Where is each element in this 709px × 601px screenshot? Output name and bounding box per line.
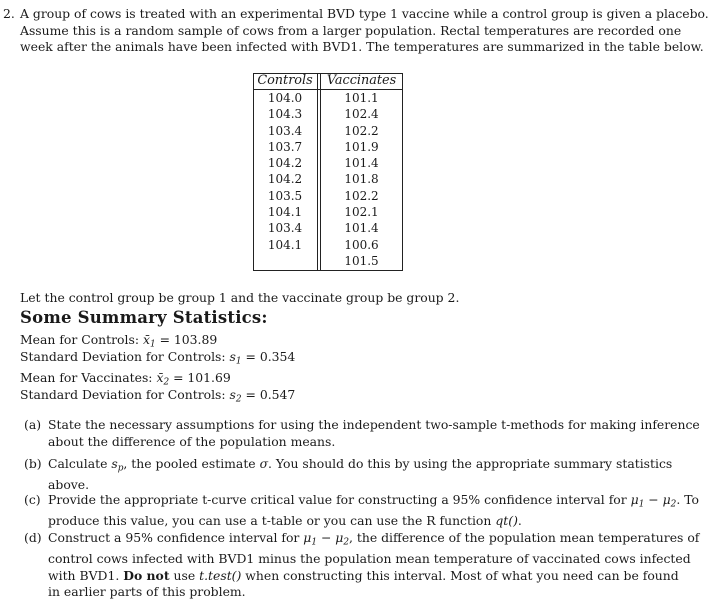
mean-vaccinates-label: Mean for Vaccinates: — [20, 370, 157, 385]
part-d-text — [48, 530, 699, 601]
part-b-text-b: , the pooled estimate — [123, 456, 260, 471]
mu-diff-symbol: $\mu_1 - \mu_2$ — [630, 492, 677, 510]
vaccinates-cell: 102.4 — [344, 107, 379, 122]
part-d-text-e: when constructing this interval. Most of what you need can be found — [241, 567, 679, 583]
intro-line-1: A group of cows is treated with an experimental BVD type 1 vaccine while a control group is given a placebo. — [20, 6, 709, 21]
part-d-text-a: Construct a 95% confidence interval for — [48, 530, 304, 545]
mean-vaccinates-value: = 101.69 — [173, 370, 231, 385]
part-a-text — [48, 417, 700, 450]
xbar2-symbol: $x̄_2$ — [156, 370, 170, 388]
vaccinates-cell: 102.1 — [344, 205, 379, 220]
part-c-label: (c) — [24, 492, 41, 507]
part-c-text-a: Provide the appropriate t-curve critical value for constructing a 95% confidence interval for — [48, 492, 631, 507]
part-d-line-4: in earlier parts of this problem. — [48, 584, 246, 600]
s2-symbol: $s_2$ — [229, 387, 242, 405]
part-d-text-b: , the difference of the population mean temperatures of — [349, 530, 700, 545]
vaccinates-header: Vaccinates — [326, 73, 397, 88]
controls-cell: 103.7 — [267, 139, 303, 154]
part-c-text-c: produce this value, you can use a t-table or you can use the R function — [48, 513, 496, 529]
part-c-text-d: . — [517, 513, 522, 529]
vaccinates-cell: 101.5 — [344, 253, 379, 268]
part-b-label: (b) — [24, 456, 42, 471]
controls-cell: 103.4 — [267, 221, 303, 236]
part-d-label: (d) — [24, 530, 42, 545]
part-c-text — [48, 492, 699, 530]
ttest-function: t.test() — [199, 567, 242, 583]
sigma-symbol: σ — [259, 456, 269, 471]
controls-header: Controls — [257, 73, 313, 88]
part-b-text-c: . You should do this by using the appropriate summary statistics — [268, 456, 673, 471]
controls-cell: 103.5 — [267, 188, 303, 203]
summary-heading: Some Summary Statistics: — [20, 308, 268, 327]
controls-cell: 104.3 — [267, 107, 303, 122]
part-b-text-a: Calculate — [48, 456, 112, 471]
part-b-text — [48, 456, 672, 494]
sd-vaccinates — [20, 387, 295, 404]
vaccinates-cell: 101.8 — [344, 172, 379, 187]
controls-cell: 104.0 — [267, 91, 303, 105]
part-b-line-2: above. — [48, 477, 90, 493]
sd-controls-value: = 0.354 — [245, 349, 296, 364]
xbar1-symbol: $x̄_1$ — [142, 332, 156, 350]
part-c-text-b: . To — [676, 492, 699, 507]
controls-cell: 104.1 — [267, 237, 303, 252]
do-not-emphasis: Do not — [123, 567, 170, 583]
mean-vaccinates — [20, 370, 231, 387]
mean-controls-value: = 103.89 — [159, 332, 218, 347]
sd-controls-label: Standard Deviation for Controls: — [20, 349, 230, 364]
s1-symbol: $s_1$ — [229, 349, 242, 367]
vaccinates-cell: 101.4 — [344, 221, 379, 236]
part-a-line-2: about the difference of the population means. — [48, 433, 336, 449]
controls-cell: 104.1 — [267, 205, 303, 220]
vaccinates-cell: 101.4 — [344, 156, 379, 171]
vaccinates-cell: 102.2 — [344, 123, 379, 138]
sd-vaccinates-label: Standard Deviation for Controls: — [20, 387, 230, 402]
controls-cell: 103.4 — [267, 123, 303, 138]
mean-controls-label: Mean for Controls: — [20, 332, 143, 347]
part-d-line-2: control cows infected with BVD1 minus the population mean temperature of vaccinated cows infected — [48, 551, 691, 567]
mean-controls — [20, 332, 217, 349]
controls-cell: 104.2 — [267, 172, 303, 187]
mu-diff-symbol: $\mu_1 - \mu_2$ — [303, 530, 350, 548]
group-note: Let the control group be group 1 and the vaccinate group be group 2. — [20, 290, 460, 305]
controls-cell: 104.2 — [267, 156, 303, 171]
qt-function: qt() — [495, 513, 518, 529]
sd-vaccinates-value: = 0.547 — [245, 387, 296, 402]
intro-line-3: week after the animals have been infected with BVD1. The temperatures are summarized in the table below. — [20, 39, 704, 55]
sd-controls — [20, 349, 295, 366]
part-d-text-c: with BVD1. — [48, 567, 124, 583]
intro-line-2: Assume this is a random sample of cows from a larger population. Rectal temperatures are recorded one — [20, 22, 682, 38]
part-a-line-1: State the necessary assumptions for using the independent two-sample t-methods for making inference — [48, 417, 700, 432]
temperature-table — [253, 73, 403, 271]
vaccinates-cell: 101.9 — [344, 139, 379, 154]
sp-symbol: $s_p$ — [111, 456, 124, 474]
vaccinates-cell: 102.2 — [344, 188, 379, 203]
part-d-text-d: use — [169, 567, 200, 583]
part-a-label: (a) — [24, 417, 42, 432]
problem-intro — [20, 6, 709, 56]
vaccinates-cell: 100.6 — [344, 237, 379, 252]
problem-number: 2. — [3, 6, 15, 21]
vaccinates-cell: 101.1 — [344, 91, 379, 105]
